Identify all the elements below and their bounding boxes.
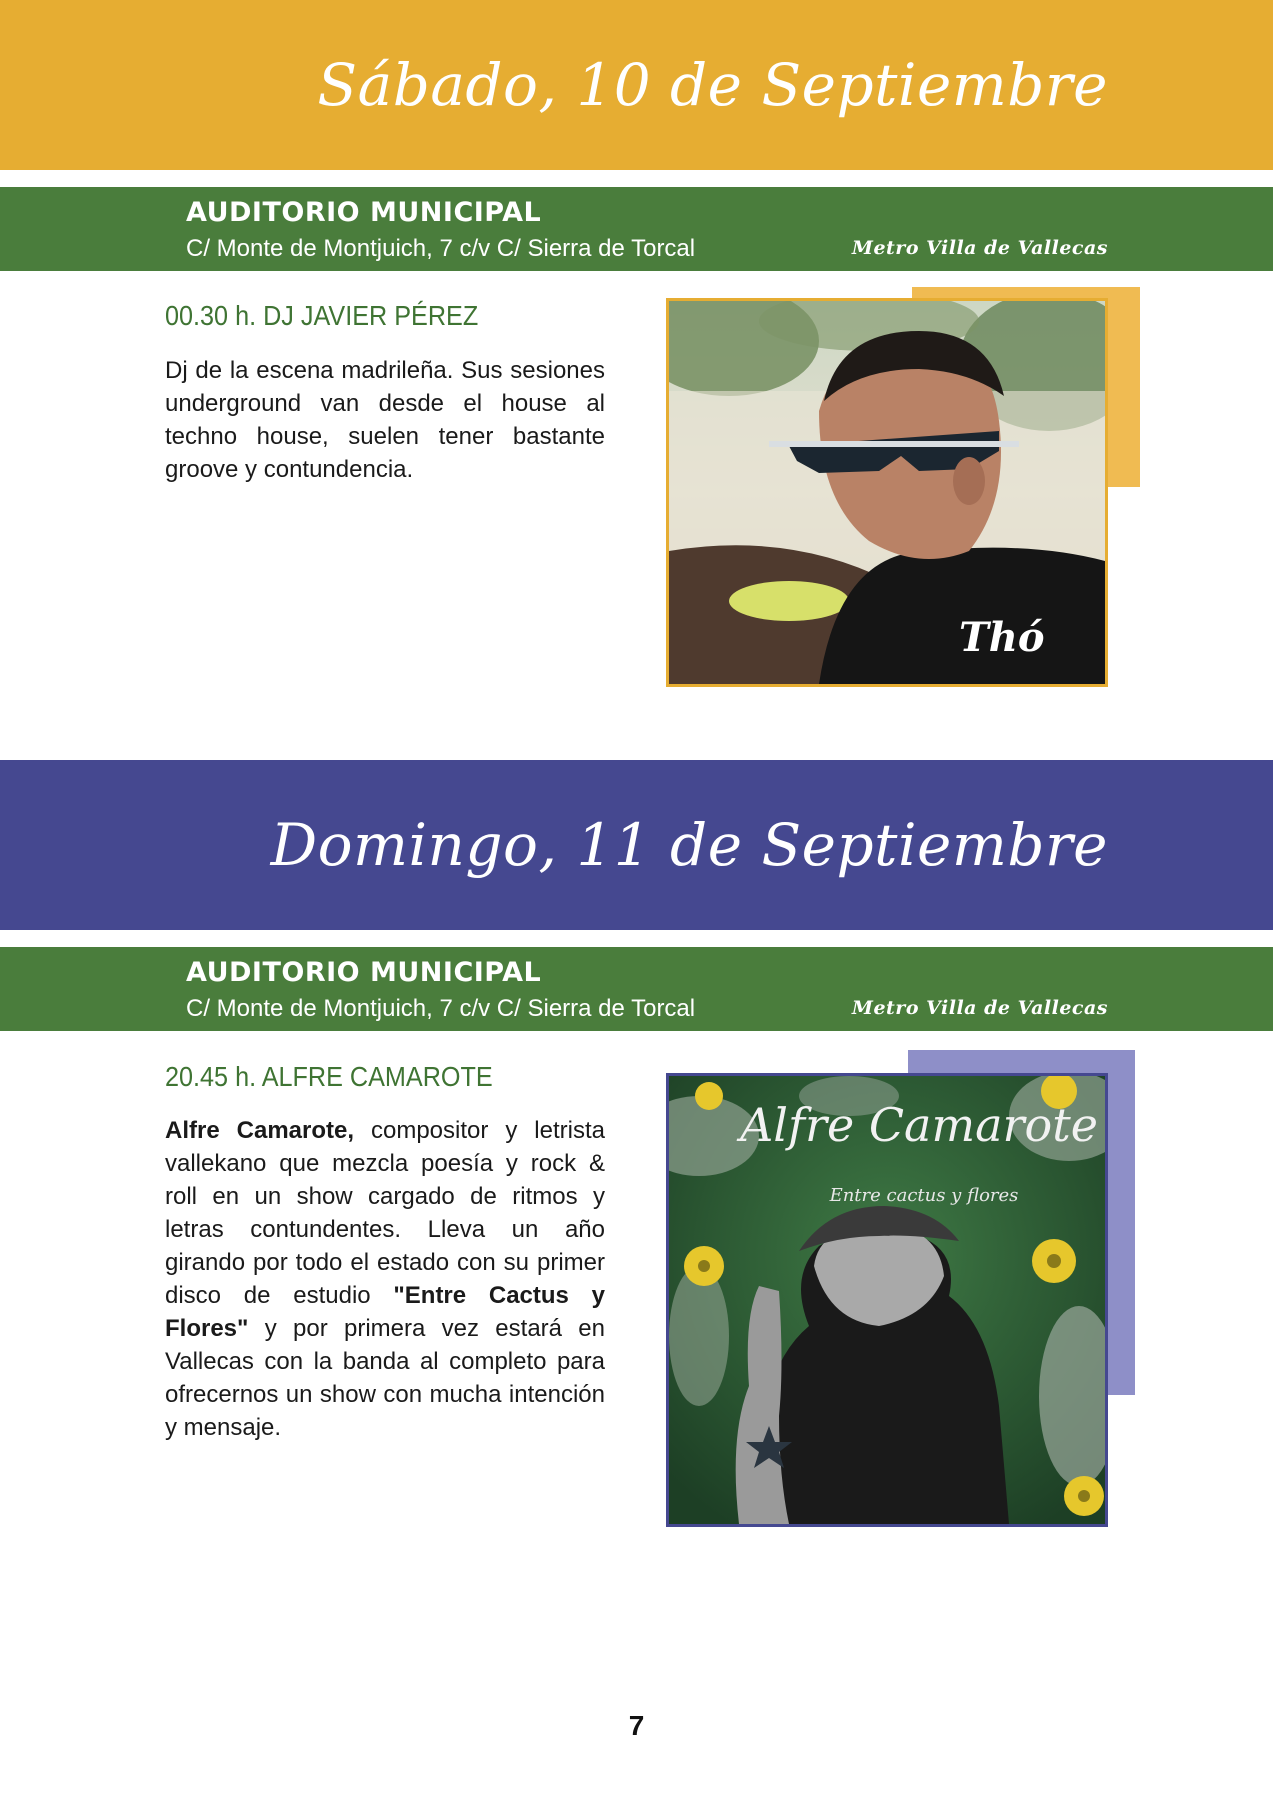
sunday-event-heading: 20.45 h. ALFRE CAMAROTE xyxy=(165,1061,493,1092)
page-number: 7 xyxy=(628,1710,645,1741)
dj-javier-perez-photo xyxy=(666,298,1108,687)
dj-portrait-photo-icon xyxy=(669,301,1105,684)
artist-name-bold: Alfre Camarote, xyxy=(165,1117,355,1144)
sunday-venue-address: C/ Monte de Montjuich, 7 c/v C/ Sierra de Torcal xyxy=(186,995,696,1022)
saturday-header-band xyxy=(0,0,1273,170)
alfre-camarote-album-cover xyxy=(666,1073,1108,1527)
album-cover-title-text: Entre cactus y flores xyxy=(829,1185,1019,1206)
album-name-bold: "Entre Cactus y Flores" xyxy=(165,1282,606,1342)
saturday-day-title: Sábado, 10 de Septiembre xyxy=(317,51,1108,119)
sunday-header-band xyxy=(0,760,1273,930)
sunday-venue-name: AUDITORIO MUNICIPAL xyxy=(186,957,542,988)
sunday-venue-metro: Metro Villa de Vallecas xyxy=(851,997,1108,1019)
sunday-event-description xyxy=(165,1114,605,1444)
description-text-2: y por primera vez estará en Vallecas con la banda al completo para ofrecernos un show con mucha intención y mensaje. xyxy=(165,1315,605,1441)
saturday-venue-metro: Metro Villa de Vallecas xyxy=(851,237,1108,259)
description-text-1: compositor y letrista vallekano que mezcla poesía y rock & roll en un show cargado de ritmos y letras contundentes. Lleva un año girando por todo el estado con su primer disco de estudio xyxy=(165,1117,605,1309)
album-cover-art-icon xyxy=(669,1076,1105,1524)
album-cover-artist-text: Alfre Camarote xyxy=(740,1098,1098,1152)
saturday-venue-name: AUDITORIO MUNICIPAL xyxy=(186,197,542,228)
saturday-venue-address: C/ Monte de Montjuich, 7 c/v C/ Sierra de Torcal xyxy=(186,235,696,262)
svg-text:Thó: Thó xyxy=(959,614,1045,661)
sunday-venue-band xyxy=(0,947,1273,1031)
saturday-event-heading: 00.30 h. DJ JAVIER PÉREZ xyxy=(165,300,479,331)
saturday-venue-band xyxy=(0,187,1273,271)
saturday-event-description: Dj de la escena madrileña. Sus sesiones underground van desde el house al techno house, suelen tener bastante groove y contundencia. xyxy=(165,357,605,483)
sunday-day-title: Domingo, 11 de Septiembre xyxy=(270,811,1108,879)
